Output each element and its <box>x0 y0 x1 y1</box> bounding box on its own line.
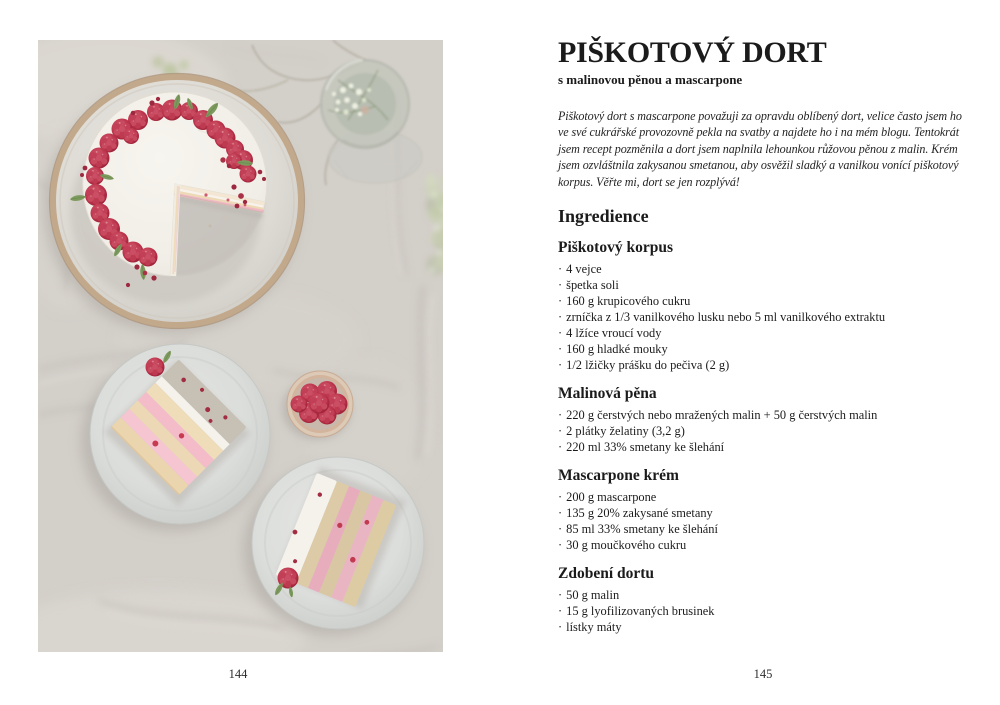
ingredient-item <box>558 293 970 309</box>
section-title: Mascarpone krém <box>558 467 679 485</box>
ingredient-text: 4 vejce <box>566 262 602 277</box>
ingredient-text: zrníčka z 1/3 vanilkového lusku nebo 5 ml vanilkového extraktu <box>566 310 886 325</box>
bullet-glyph: · <box>558 522 563 537</box>
ingredient-item <box>558 277 970 293</box>
bullet-glyph: · <box>558 358 563 373</box>
section-title: Malinová pěna <box>558 385 657 403</box>
cake-photo <box>38 40 443 652</box>
ingredient-list <box>558 407 970 455</box>
ingredient-item <box>558 341 970 357</box>
recipe-title: PIŠKOTOVÝ DORT <box>558 36 827 69</box>
section-mascarpone-cream <box>558 467 970 553</box>
section-sponge <box>558 239 970 373</box>
ingredient-item <box>558 325 970 341</box>
section-title: Piškotový korpus <box>558 239 673 257</box>
section-decoration <box>558 565 970 635</box>
ingredient-item <box>558 537 970 553</box>
recipe-page <box>558 38 970 635</box>
ingredient-text: 220 ml 33% smetany ke šlehání <box>566 440 725 455</box>
bullet-glyph: · <box>558 490 563 505</box>
ingredient-item <box>558 521 970 537</box>
bullet-glyph: · <box>558 424 563 439</box>
bullet-glyph: · <box>558 604 563 619</box>
ingredient-text: 1/2 lžičky prášku do pečiva (2 g) <box>566 358 730 373</box>
section-title: Zdobení dortu <box>558 565 655 583</box>
ingredient-item <box>558 505 970 521</box>
ingredient-text: 85 ml 33% smetany ke šlehání <box>566 522 718 537</box>
ingredient-list <box>558 587 970 635</box>
ingredient-text: 30 g moučkového cukru <box>566 538 687 553</box>
bullet-glyph: · <box>558 342 563 357</box>
ingredient-text: 135 g 20% zakysané smetany <box>566 506 713 521</box>
ingredient-text: 160 g krupicového cukru <box>566 294 691 309</box>
ingredient-text: 50 g malin <box>566 588 620 603</box>
bullet-glyph: · <box>558 408 563 423</box>
bullet-glyph: · <box>558 294 563 309</box>
ingredient-item <box>558 261 970 277</box>
page-number-left: 144 <box>228 667 248 681</box>
bullet-glyph: · <box>558 278 563 293</box>
ingredient-item <box>558 603 970 619</box>
ingredient-list <box>558 261 970 373</box>
bullet-glyph: · <box>558 310 563 325</box>
ingredient-item <box>558 423 970 439</box>
bullet-glyph: · <box>558 588 563 603</box>
ingredient-text: 15 g lyofilizovaných brusinek <box>566 604 715 619</box>
section-raspberry-mousse <box>558 385 970 455</box>
ingredient-text: 160 g hladké mouky <box>566 342 668 357</box>
ingredient-list <box>558 489 970 553</box>
ingredient-text: 200 g mascarpone <box>566 490 657 505</box>
ingredient-item <box>558 407 970 423</box>
ingredient-text: 4 lžíce vroucí vody <box>566 326 662 341</box>
bullet-glyph: · <box>558 506 563 521</box>
ingredient-item <box>558 357 970 373</box>
page-number-right: 145 <box>753 667 773 681</box>
bullet-glyph: · <box>558 326 563 341</box>
ingredient-text: špetka soli <box>566 278 619 293</box>
ingredient-item <box>558 439 970 455</box>
ingredient-text: 2 plátky želatiny (3,2 g) <box>566 424 685 439</box>
ingredients-heading: Ingredience <box>558 206 649 227</box>
ingredient-item <box>558 489 970 505</box>
bullet-glyph: · <box>558 440 563 455</box>
recipe-intro: Piškotový dort s mascarpone považuji za opravdu oblíbený dort, velice často jsem ho ve své cukrářské provozovně pekla na svatby a najdete ho i na mém blogu. Tentokrát jsem recept pozměnila a dort jsem naplnila lehounkou růžovou pěnou z malin. Krém jsem ozvláštnila zakysanou smetanou, aby osvěžil sladký a vanilkou vonící piškotový korpus. Věřte mi, dort se jen rozplývá! <box>558 108 962 189</box>
ingredient-text: lístky máty <box>566 620 622 635</box>
ingredient-item <box>558 587 970 603</box>
bullet-glyph: · <box>558 620 563 635</box>
ingredient-item <box>558 619 970 635</box>
ingredient-item <box>558 309 970 325</box>
ingredient-text: 220 g čerstvých nebo mražených malin + 50 g čerstvých malin <box>566 408 878 423</box>
recipe-subtitle: s malinovou pěnou a mascarpone <box>558 71 743 87</box>
bullet-glyph: · <box>558 262 563 277</box>
bullet-glyph: · <box>558 538 563 553</box>
